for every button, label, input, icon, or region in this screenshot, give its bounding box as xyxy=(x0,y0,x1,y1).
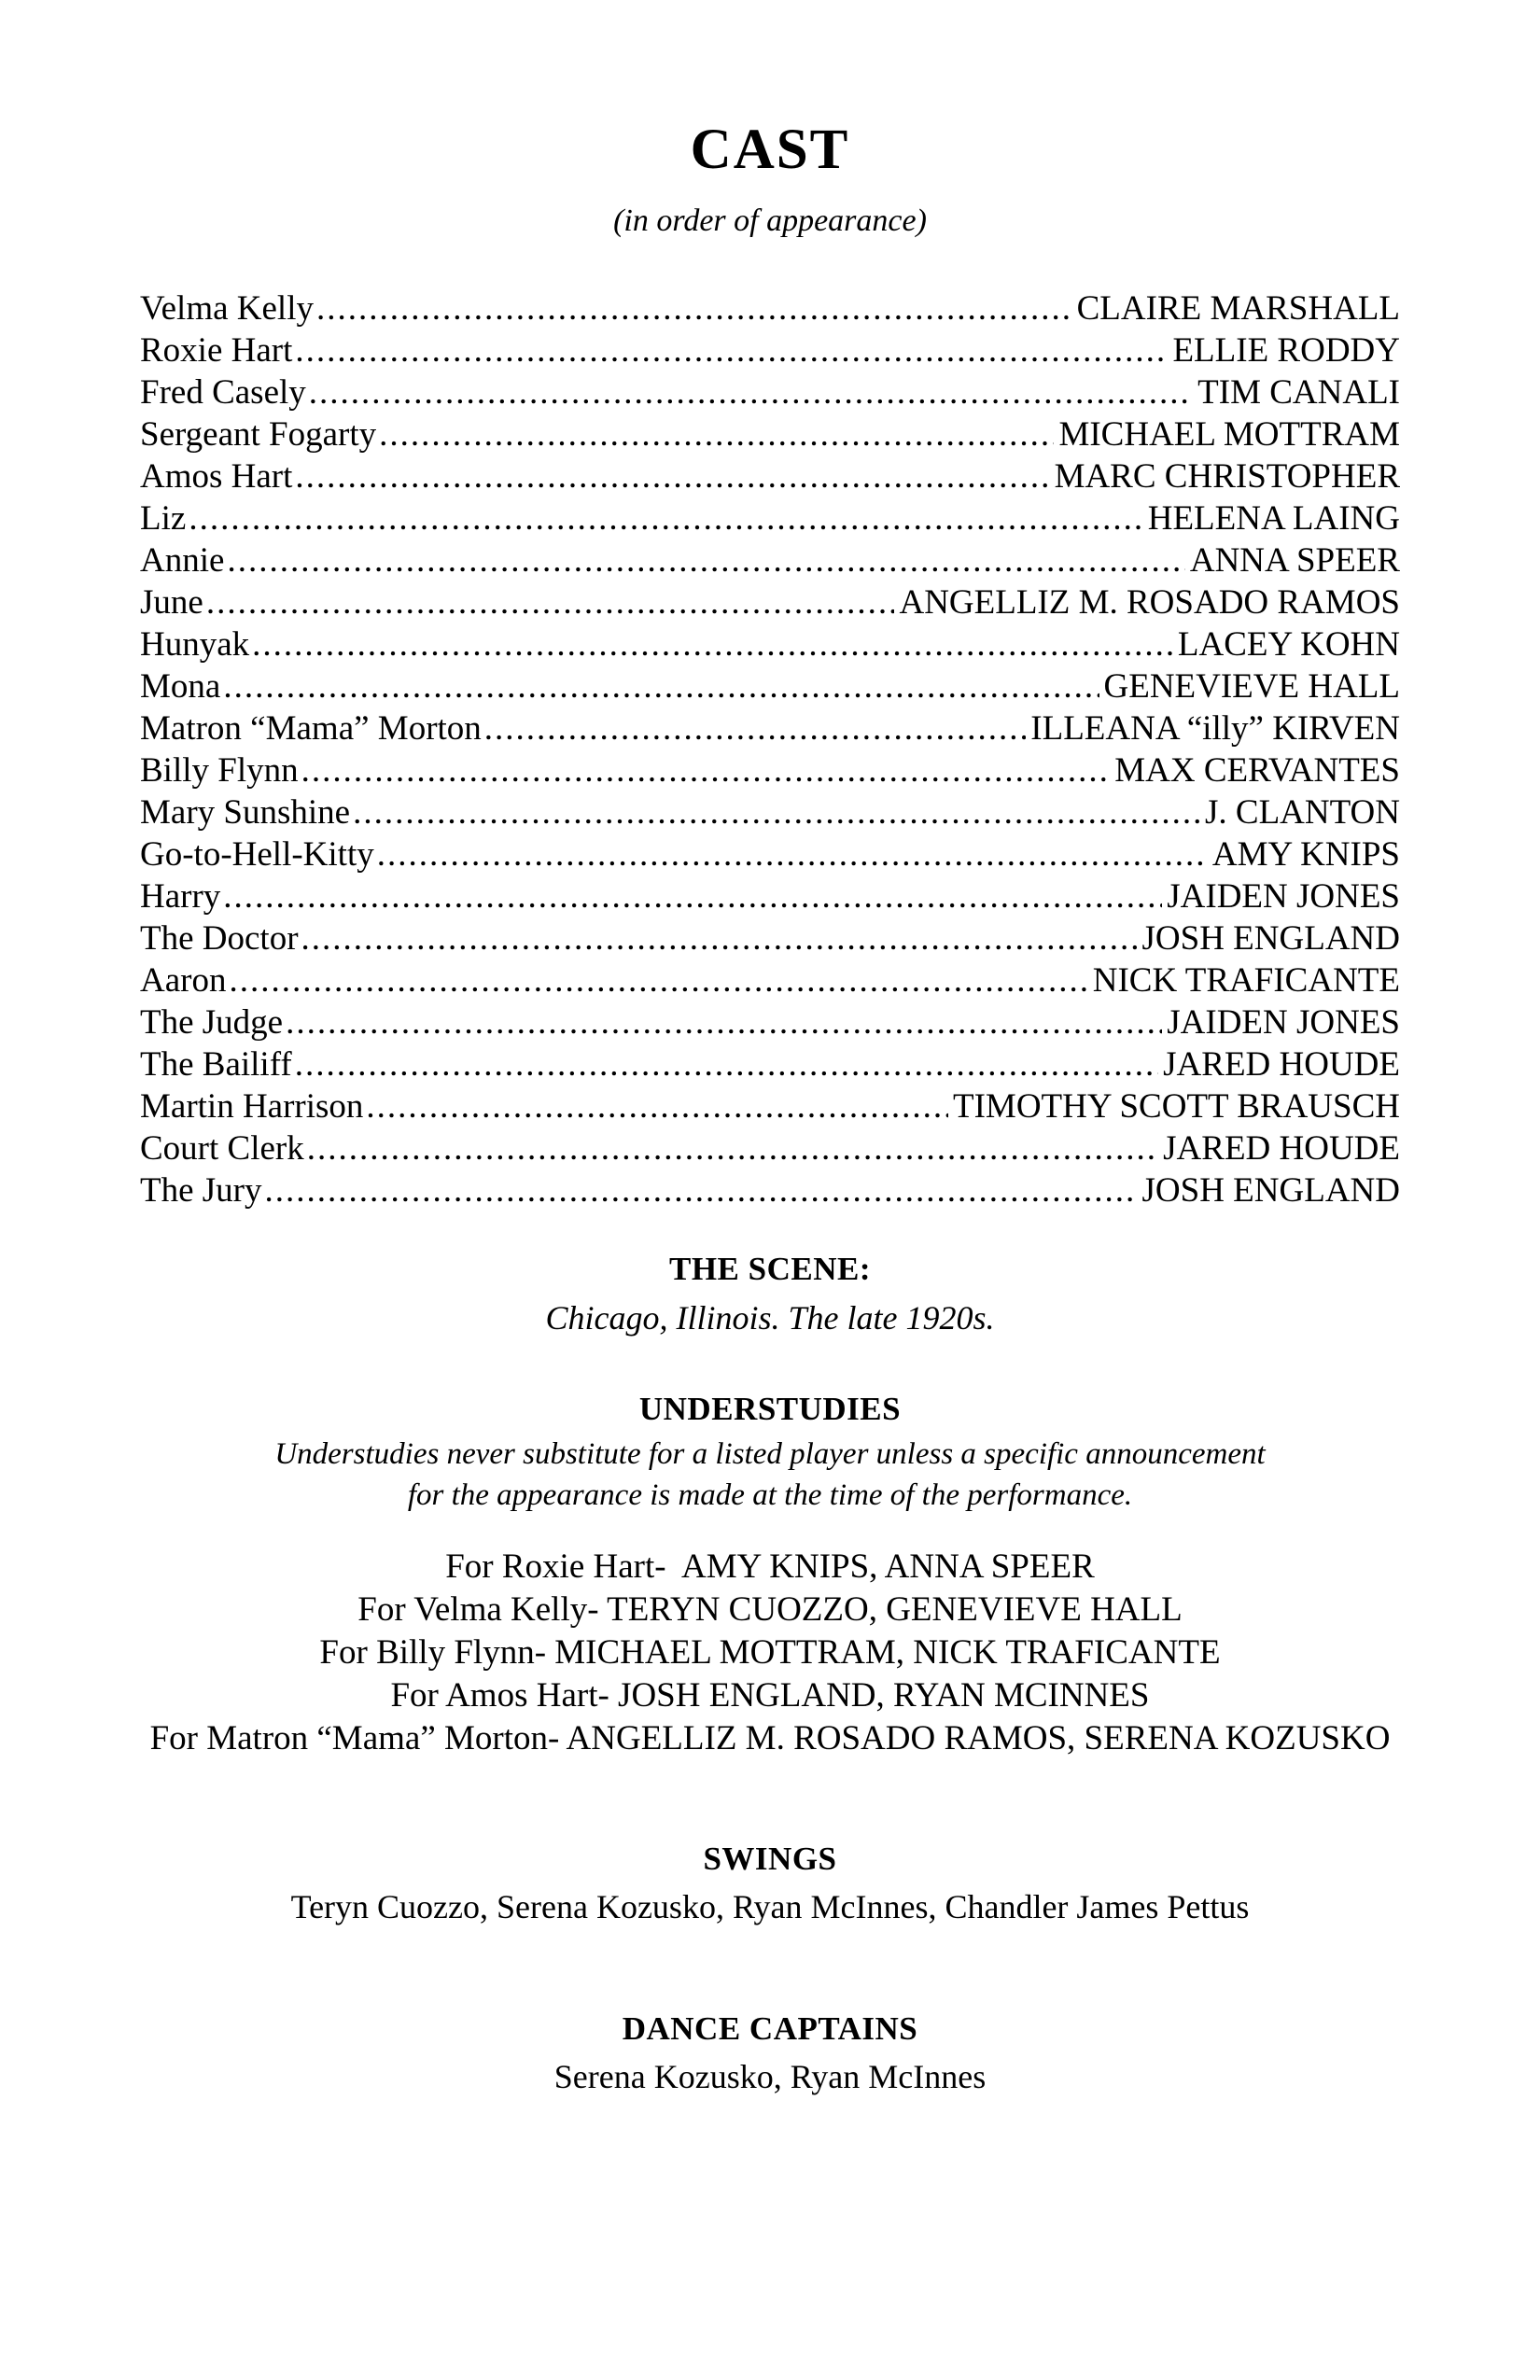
cast-row xyxy=(140,413,1400,455)
cast-role: Martin Harrison xyxy=(140,1086,364,1126)
cast-actor: MICHAEL MOTTRAM xyxy=(1058,414,1400,454)
cast-role: Court Clerk xyxy=(140,1128,304,1168)
dance-captains-names: Serena Kozusko, Ryan McInnes xyxy=(553,2057,987,2095)
cast-role: Liz xyxy=(140,498,187,538)
cast-row xyxy=(140,581,1400,623)
cast-role: Mona xyxy=(140,666,221,706)
cast-row xyxy=(140,539,1400,581)
dot-leader xyxy=(189,497,1142,539)
cast-actor: JARED HOUDE xyxy=(1163,1044,1400,1084)
cast-role: June xyxy=(140,582,203,622)
cast-actor: TIM CANALI xyxy=(1197,372,1400,412)
cast-actor: JOSH ENGLAND xyxy=(1141,1170,1400,1210)
cast-actor: NICK TRAFICANTE xyxy=(1092,960,1400,1000)
dot-leader xyxy=(206,581,895,623)
cast-role: Aaron xyxy=(140,960,227,1000)
cast-actor: ANGELLIZ M. ROSADO RAMOS xyxy=(899,582,1400,622)
understudies-note xyxy=(0,1434,1540,1516)
cast-actor: JAIDEN JONES xyxy=(1167,1002,1400,1042)
cast-row xyxy=(140,455,1400,497)
cast-actor: ILLEANA “illy” KIRVEN xyxy=(1030,708,1400,748)
cast-row xyxy=(140,1085,1400,1127)
understudy-assignment: For Roxie Hart- AMY KNIPS, ANNA SPEER xyxy=(445,1547,1095,1586)
cast-actor: JAIDEN JONES xyxy=(1167,876,1400,916)
dot-leader xyxy=(223,875,1162,917)
dot-leader xyxy=(301,749,1111,791)
cast-actor: ANNA SPEER xyxy=(1189,540,1400,580)
cast-role: Annie xyxy=(140,540,225,580)
cast-actor: J. CLANTON xyxy=(1205,792,1400,832)
cast-actor: HELENA LAING xyxy=(1147,498,1400,538)
cast-role: The Judge xyxy=(140,1002,284,1042)
page-subtitle: (in order of appearance) xyxy=(613,203,927,238)
dot-leader xyxy=(286,1001,1162,1043)
cast-row xyxy=(140,707,1400,749)
swings-names: Teryn Cuozzo, Serena Kozusko, Ryan McInnes, Chandler James Pettus xyxy=(290,1887,1250,1925)
cast-role: Fred Casely xyxy=(140,372,306,412)
cast-row xyxy=(140,287,1400,329)
swings-heading: SWINGS xyxy=(703,1840,837,1877)
understudies-note-line: Understudies never substitute for a listed player unless a specific announcement xyxy=(274,1436,1266,1471)
dot-leader xyxy=(252,623,1173,665)
cast-row xyxy=(140,959,1400,1001)
cast-role: Hunyak xyxy=(140,624,250,664)
cast-actor: GENEVIEVE HALL xyxy=(1103,666,1400,706)
cast-row xyxy=(140,791,1400,833)
cast-role: The Jury xyxy=(140,1170,262,1210)
cast-role: Matron “Mama” Morton xyxy=(140,708,482,748)
understudy-assignment: For Velma Kelly- TERYN CUOZZO, GENEVIEVE HALL xyxy=(357,1589,1183,1629)
dot-leader xyxy=(295,455,1049,497)
cast-row xyxy=(140,665,1400,707)
understudy-assignments xyxy=(0,1546,1540,1760)
cast-actor: ELLIE RODDY xyxy=(1172,330,1400,370)
cast-row xyxy=(140,1001,1400,1043)
cast-role: Sergeant Fogarty xyxy=(140,414,377,454)
scene-section xyxy=(0,1245,1540,1342)
dot-leader xyxy=(229,959,1087,1001)
cast-list xyxy=(140,287,1400,1211)
cast-row xyxy=(140,833,1400,875)
dot-leader xyxy=(227,539,1184,581)
cast-row xyxy=(140,623,1400,665)
dot-leader xyxy=(366,1085,948,1127)
dot-leader xyxy=(265,1169,1138,1211)
cast-actor: LACEY KOHN xyxy=(1177,624,1400,664)
understudies-section xyxy=(0,1385,1540,1760)
dance-captains-section xyxy=(0,2005,1540,2100)
cast-row xyxy=(140,371,1400,413)
understudy-assignment: For Matron “Mama” Morton- ANGELLIZ M. ROSADO RAMOS, SERENA KOZUSKO xyxy=(149,1718,1391,1757)
cast-row xyxy=(140,1169,1400,1211)
cast-row xyxy=(140,917,1400,959)
dot-leader xyxy=(301,917,1138,959)
cast-actor: TIMOTHY SCOTT BRAUSCH xyxy=(953,1086,1400,1126)
understudy-assignment: For Amos Hart- JOSH ENGLAND, RYAN MCINNES xyxy=(390,1675,1150,1715)
dot-leader xyxy=(377,833,1208,875)
cast-role: Mary Sunshine xyxy=(140,792,351,832)
dot-leader xyxy=(484,707,1026,749)
cast-role: Billy Flynn xyxy=(140,750,299,790)
cast-actor: JARED HOUDE xyxy=(1163,1128,1400,1168)
dance-captains-heading: DANCE CAPTAINS xyxy=(622,2009,918,2047)
cast-actor: CLAIRE MARSHALL xyxy=(1076,288,1400,328)
understudy-assignment: For Billy Flynn- MICHAEL MOTTRAM, NICK TRAFICANTE xyxy=(319,1632,1221,1672)
cast-row xyxy=(140,875,1400,917)
cast-row xyxy=(140,749,1400,791)
dot-leader xyxy=(316,287,1072,329)
scene-heading: THE SCENE: xyxy=(668,1250,872,1287)
cast-row xyxy=(140,329,1400,371)
dot-leader xyxy=(307,1127,1158,1169)
understudies-heading: UNDERSTUDIES xyxy=(638,1390,902,1427)
cast-row xyxy=(140,497,1400,539)
dot-leader xyxy=(309,371,1193,413)
cast-role: Go-to-Hell-Kitty xyxy=(140,834,374,874)
cast-role: Roxie Hart xyxy=(140,330,293,370)
cast-row xyxy=(140,1043,1400,1085)
understudies-note-line: for the appearance is made at the time of the performance. xyxy=(407,1477,1133,1512)
cast-role: Amos Hart xyxy=(140,456,293,496)
cast-actor: MAX CERVANTES xyxy=(1114,750,1400,790)
cast-actor: AMY KNIPS xyxy=(1211,834,1400,874)
swings-section xyxy=(0,1835,1540,1930)
cast-actor: JOSH ENGLAND xyxy=(1141,918,1400,958)
dot-leader xyxy=(295,1043,1158,1085)
dot-leader xyxy=(223,665,1099,707)
cast-role: The Doctor xyxy=(140,918,299,958)
dot-leader xyxy=(295,329,1168,371)
dot-leader xyxy=(379,413,1054,455)
scene-text: Chicago, Illinois. The late 1920s. xyxy=(545,1298,995,1337)
page-title: CAST xyxy=(690,119,850,181)
cast-role: Velma Kelly xyxy=(140,288,314,328)
cast-role: Harry xyxy=(140,876,221,916)
dot-leader xyxy=(353,791,1200,833)
cast-role: The Bailiff xyxy=(140,1044,292,1084)
cast-row xyxy=(140,1127,1400,1169)
cast-actor: MARC CHRISTOPHER xyxy=(1054,456,1400,496)
